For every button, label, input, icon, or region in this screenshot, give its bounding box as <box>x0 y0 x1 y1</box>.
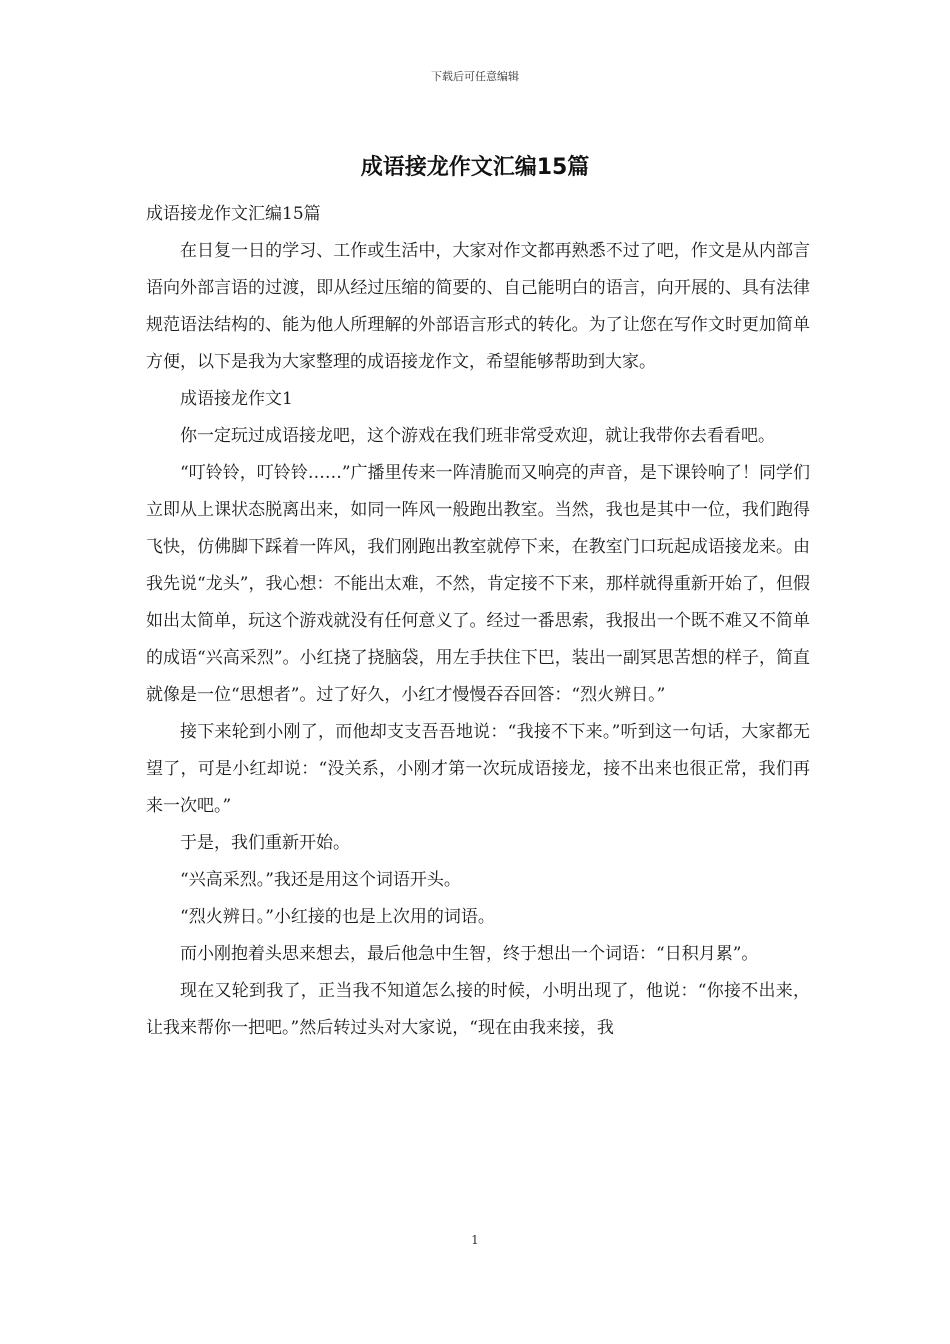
page-number: 1 <box>471 1233 479 1247</box>
paragraph: “兴高采烈。”我还是用这个词语开头。 <box>180 870 461 890</box>
page-header: 下载后可任意编辑 <box>431 70 519 83</box>
paragraph: 而小刚抱着头思来想去，最后他急中生智，终于想出一个词语：“日积月累”。 <box>180 944 759 964</box>
paragraph-intro: 在日复一日的学习、工作或生活中，大家对作文都再熟悉不过了吧，作文是从内部言语向外部言语的过渡，即从经过压缩的简要的、自己能明白的语言，向开展的、具有法律规范语法结构的、能为他人所理解的外部语言形式的转化。为了让您在写作文时更加简单方便，以下是我为大家整理的成语接龙作文，希望能够帮助到大家。 <box>146 241 810 372</box>
paragraph: 于是，我们重新开始。 <box>180 833 350 853</box>
document-body <box>146 196 810 1047</box>
paragraph: “烈火辨日。”小红接的也是上次用的词语。 <box>180 907 495 927</box>
section-heading: 成语接龙作文1 <box>180 389 293 409</box>
paragraph: 现在又轮到我了，正当我不知道怎么接的时候，小明出现了，他说：“你接不出来，让我来帮你一把吧。”然后转过头对大家说，“现在由我来接，我 <box>146 981 810 1038</box>
paragraph: 你一定玩过成语接龙吧，这个游戏在我们班非常受欢迎，就让我带你去看看吧。 <box>180 426 775 446</box>
document-subtitle: 成语接龙作文汇编15篇 <box>146 204 321 224</box>
paragraph: 接下来轮到小刚了，而他却支支吾吾地说：“我接不下来。”听到这一句话，大家都无望了，可是小红却说：“没关系，小刚才第一次玩成语接龙，接不出来也很正常，我们再来一次吧。” <box>146 722 810 816</box>
paragraph: “叮铃铃，叮铃铃……”广播里传来一阵清脆而又响亮的声音，是下课铃响了！同学们立即从上课状态脱离出来，如同一阵风一般跑出教室。当然，我也是其中一位，我们跑得飞快，仿佛脚下踩着一阵风，我们刚跑出教室就停下来，在教室门口玩起成语接龙来。由我先说“龙头”，我心想：不能出太难，不然，肯定接不下来，那样就得重新开始了，但假如出太简单，玩这个游戏就没有任何意义了。经过一番思索，我报出一个既不难又不简单的成语“兴高采烈”。小红挠了挠脑袋，用左手扶住下巴，装出一副冥思苦想的样子，简直就像是一位“思想者”。过了好久，小红才慢慢吞吞回答：“烈火辨日。” <box>146 463 810 705</box>
document-title: 成语接龙作文汇编15篇 <box>360 155 590 180</box>
